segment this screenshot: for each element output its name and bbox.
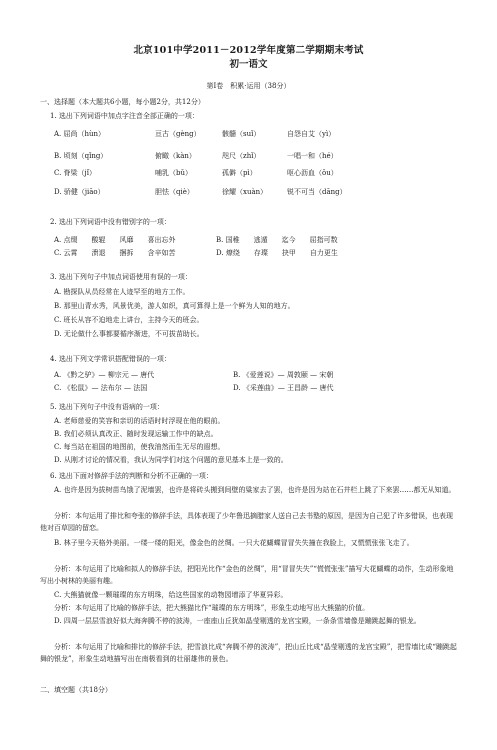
q2-stem: 2. 选出下列词语中没有错别字的一项： <box>50 218 171 226</box>
exam-subtitle: 初一语文 <box>229 59 268 70</box>
q5-a: A. 老师慈爱的笑容和亲切的话语时时浮现在他的眼前。 <box>54 417 225 425</box>
q1-c-2: 哺乳（bǔ） <box>155 169 192 177</box>
q1-d-3: 徐耀（xuàn） <box>222 188 268 196</box>
q6-analysis-a: 分析：本句运用了排比和夸张的修辞手法，具体表现了少年鲁迅摘腊家人送自己去书塾的原因，是因为自己犯了许多错误，也表现他对百草园的留恋。 <box>40 512 453 533</box>
q1-a-4: 自怨自艾（yì） <box>287 130 336 138</box>
q4-stem: 4. 选出下列文学常识搭配错误的一项： <box>50 355 171 363</box>
q1-d-2: 胆怯（qiè） <box>155 188 194 196</box>
q3-stem: 3. 选出下列句子中加点词语使用有误的一项： <box>50 273 192 281</box>
q1-b-2: 俯瞰（kàn） <box>155 152 196 160</box>
q6-analysis-b: 分析：本句运用了比喻和拟人的修辞手法，把阳光比作“金色的丝绸”，用“冒冒失失”“慌慌张张”描写大花蝴蝶的动作，生动形象地写出小树林的美丽有趣。 <box>40 565 454 586</box>
q1-d-1: D. 骄健（jiāo） <box>54 188 105 196</box>
q1-d-4: 锐不可当（dāng） <box>287 188 347 196</box>
q1-stem: 1. 选出下列词语中加点字注音全部正确的一项： <box>50 112 199 120</box>
volume-heading: 第Ⅰ卷 积累·运用（38分） <box>206 82 291 90</box>
q1-a-1: A. 屈尚（hùn） <box>54 130 106 138</box>
q1-b-3: 咫尺（zhǐ） <box>222 152 261 160</box>
q5-d: D. 从刚才讨论的情况看，我认为同学们对这个问题的意见基本上是一致的。 <box>54 456 288 464</box>
q6-option-d: D. 四周一层层雪浪好似大海奔腾不停的波涛，一座座山丘犹如晶莹剔透的龙宫宝殿，一条条雪墙像是蹦跳起舞的银龙。 <box>54 617 421 625</box>
q6-option-b: B. 林子里今天格外美丽。一缕一缕的阳光，像金色的丝绸。一只大花蝴蝶冒冒失失撞在我脸上，又慌慌张张飞走了。 <box>54 539 414 547</box>
q5-b: B. 我们必须认真改正、随时发现运输工作中的缺点。 <box>54 430 218 438</box>
q1-b-1: B. 顷刻（qǐng） <box>54 152 108 160</box>
q4-c: C. 《松鼠》— 法布尔 — 法国 <box>54 384 148 392</box>
q6-stem: 6. 选出下面对修辞手法的判断和分析不正确的一项： <box>50 472 213 480</box>
q3-d: D. 无论做什么事都要循序渐进，不可拔苗助长。 <box>54 330 204 338</box>
q1-a-3: 骸髓（suǐ） <box>222 130 261 138</box>
q1-c-3: 孤僻（pì） <box>222 169 257 177</box>
q1-c-1: C. 脊梁（jǐ） <box>54 169 96 177</box>
q6-analysis-c: 分析：本句运用了比喻的修辞手法，把大熊猫比作“璀璨的东方明珠”，形象生动地写出大熊猫的价值。 <box>54 604 370 612</box>
q5-c: C. 每当站在祖国的地图前，使我油然而生无尽的遐想。 <box>54 443 225 451</box>
q5-stem: 5. 选出下列句子中没有语病的一项： <box>50 403 164 411</box>
q6-option-c: C. 大熊猫就像一颗璀璨的东方明珠，给这些国家的动物园增添了华夏异彩。 <box>54 591 288 599</box>
q1-a-2: 亘古（gèng） <box>155 130 201 138</box>
q4-d: D. 《采莲曲》— 王昌龄 — 唐代 <box>233 384 334 392</box>
q3-c: C. 班长从容不迫地走上讲台，主持今天的班会。 <box>54 316 204 324</box>
q2-d: D. 燎绕 存璨 抉甲 自力更生 <box>216 249 338 257</box>
q6-option-a: A. 也许是因为拔树苗鸟饿了泥墙罢，也许是将砖头搬到间壁的粱家去了罢，也许是因为站在石井栏上跳了下来罢……都无从知道。 <box>54 486 456 494</box>
q3-a: A. 勘探队从员经常在人迹罕至的地方工作。 <box>54 288 190 296</box>
q6-analysis-d: 分析：本句运用了比喻和排比的修辞手法，把雪浪比成“奔腾不停的波涛”，把山丘比成“晶莹剔透的龙宫宝殿”，把雪墙比成“蹦跳起舞的银龙”，形象生动地描写出在南极看到的壮丽雄伟的景色。 <box>40 643 457 664</box>
section1-title: 一、选择题（本大题共6小题，每小题2分，共12分） <box>40 98 205 106</box>
q2-b: B. 国稚 逃遁 迄今 屈指可数 <box>216 236 338 244</box>
section2-title: 二、填空题（共18分） <box>40 686 112 694</box>
q4-a: A. 《黔之驴》— 柳宗元 — 唐代 <box>54 371 155 379</box>
q1-c-4: 呕心沥血（ǒu） <box>287 169 338 177</box>
exam-title: 北京101中学2011－2012学年度第二学期期末考试 <box>133 45 364 56</box>
q3-b: B. 那里山青水秀，风景优美，游人如织，真可算得上是一个鲜为人知的地方。 <box>54 302 295 310</box>
q4-b: B. 《爱莲说》— 周敦颐 — 宋朝 <box>233 371 334 379</box>
q2-c: C. 云霄 溃退 捆拆 含辛如苦 <box>54 249 176 257</box>
q2-a: A. 点缀 酸辊 风靡 喜出忘外 <box>54 236 176 244</box>
q1-b-4: 一唱一和（hé） <box>287 152 338 160</box>
